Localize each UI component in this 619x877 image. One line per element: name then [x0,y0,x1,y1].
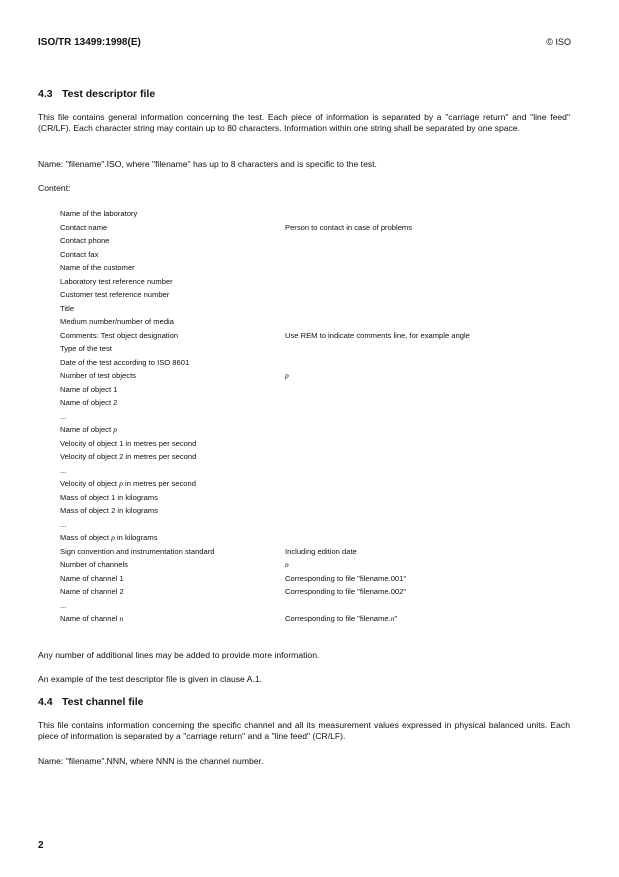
content-row [60,261,570,275]
field-name [60,585,124,599]
content-row [60,437,570,451]
content-row [60,369,570,383]
variable-symbol: p [119,479,123,488]
field-name [60,464,66,478]
content-row [60,248,570,262]
field-name-text: Comments: Test object designation [60,330,179,340]
field-description [285,329,470,343]
content-row [60,558,570,572]
field-name-text: Type of the test [60,344,112,353]
section-4-3-heading [38,88,155,100]
content-row [60,234,570,248]
content-row [60,464,570,478]
field-name [60,383,117,397]
field-description [285,612,397,626]
field-name [60,558,128,572]
field-name [60,410,66,424]
field-name [60,572,124,586]
field-name-text: Mass of object 2 in kilograms [60,506,158,515]
field-description-text: Corresponding to file "filename.001" [285,573,407,583]
field-name [60,315,174,329]
field-name [60,518,66,532]
field-name-text: Medium number/number of media [60,317,174,326]
field-description [285,221,412,235]
field-name [60,423,117,437]
field-name-text: Velocity of object 1 in metres per second [60,438,197,448]
field-name [60,396,117,410]
field-name-text: Sign convention and instrumentation standard [60,546,215,556]
field-name [60,342,112,356]
field-name-text: Mass of object 1 in kilograms [60,492,158,502]
field-name-text: Title [60,303,75,313]
field-name-text: Name of object [60,425,114,434]
field-name [60,356,189,370]
content-row [60,383,570,397]
content-row [60,491,570,505]
channel-name-line: Name: "filename".NNN, where NNN is the channel number. [38,756,264,766]
content-row [60,477,570,491]
document-id: ISO/TR 13499:1998(E) [38,37,141,48]
field-name-text: Number of test objects [60,371,136,380]
content-row [60,612,570,626]
field-name-text: Velocity of object 2 in metres per second [60,452,197,461]
field-name [60,369,136,383]
content-row [60,302,570,316]
field-description [285,585,406,599]
field-name [60,477,196,491]
field-name-suffix: in metres per second [122,479,196,488]
field-name-text: ... [60,519,67,529]
field-name-text: Name of object 1 [60,384,118,394]
field-name [60,450,196,464]
field-name [60,234,109,248]
field-description [285,545,357,559]
field-name [60,288,169,302]
field-name [60,302,74,316]
content-row [60,423,570,437]
field-description-text: Including edition date [285,546,357,556]
field-description-text: Corresponding to file "filename.002" [285,587,407,596]
field-name-text: Name of the laboratory [60,209,138,218]
field-description-text: Corresponding to file "filename. [285,614,391,623]
field-name-text: Mass of object [60,533,112,542]
field-name-text: Contact phone [60,236,110,245]
content-label: Content: [38,183,71,193]
content-row [60,545,570,559]
field-description-text: Use REM to indicate comments line, for example angle [285,330,470,340]
field-name [60,261,135,275]
field-name-text: ... [60,600,67,610]
field-name [60,531,158,545]
field-name [60,329,178,343]
field-name-text: Laboratory test reference number [60,276,173,286]
content-row [60,288,570,302]
content-row [60,585,570,599]
field-name-text: Name of channel [60,614,120,623]
additional-lines-note: Any number of additional lines may be added to provide more information. [38,650,320,660]
content-row [60,329,570,343]
section-title: Test descriptor file [62,88,156,100]
content-row [60,356,570,370]
field-name [60,275,173,289]
variable-symbol: n [285,560,289,569]
content-row [60,275,570,289]
field-name [60,248,98,262]
field-name-suffix: in kilograms [114,533,158,542]
field-description-text: Person to contact in case of problems [285,222,413,232]
descriptor-name-line: Name: "filename".ISO, where "filename" has up to 8 characters and is specific to the test. [38,159,377,169]
section-4-4-intro: This file contains information concerning the specific channel and all its measurement values expressed in physical balanced units. Each piece of information is separated by a "carriage return" and a "line feed" (CR/LF). [38,720,570,741]
field-name-text: Name of object 2 [60,398,118,407]
variable-symbol: n [390,614,395,623]
page-number: 2 [38,840,44,851]
field-name-text: Number of channels [60,560,128,569]
content-row [60,504,570,518]
section-title: Test channel file [62,696,144,708]
page-header [38,37,571,51]
section-number: 4.3 [38,88,53,100]
field-name [60,221,107,235]
field-description [285,558,289,572]
content-row [60,207,570,221]
content-row [60,572,570,586]
field-name [60,612,123,626]
content-row [60,396,570,410]
content-row [60,518,570,532]
section-4-3-intro: This file contains general information concerning the test. Each piece of information is separated by a "carriage return" and "line feed" (CR/LF). Each character string may contain up to 80 characters. Information within one string shall be separated by one space. [38,112,570,133]
field-name [60,491,158,505]
content-row [60,410,570,424]
field-name [60,207,137,221]
field-name [60,504,158,518]
section-4-4-heading [38,696,144,708]
variable-symbol: p [111,533,115,542]
field-name-text: Contact name [60,222,108,232]
variable-symbol: p [113,425,117,434]
section-number: 4.4 [38,696,53,708]
field-name-text: Contact fax [60,249,99,259]
content-row [60,450,570,464]
field-name-text: ... [60,411,67,421]
field-name [60,545,215,559]
field-description-suffix: " [394,614,398,623]
content-table [60,207,570,626]
field-name-text: Name of channel 1 [60,573,124,583]
field-description [285,369,289,383]
content-row [60,599,570,613]
field-name-text: ... [60,465,67,475]
content-row [60,342,570,356]
content-row [60,315,570,329]
copyright-notice: © ISO [546,37,571,47]
content-row [60,221,570,235]
variable-symbol: n [119,614,124,623]
content-row [60,531,570,545]
field-name-text: Velocity of object [60,479,120,488]
field-name-text: Date of the test according to ISO 8601 [60,357,190,367]
variable-symbol: p [285,371,289,380]
field-name [60,599,66,613]
field-description [285,572,406,586]
field-name-text: Name of channel 2 [60,587,124,596]
field-name-text: Customer test reference number [60,290,170,299]
example-reference: An example of the test descriptor file is given in clause A.1. [38,674,263,684]
field-name-text: Name of the customer [60,263,135,272]
field-name [60,437,196,451]
